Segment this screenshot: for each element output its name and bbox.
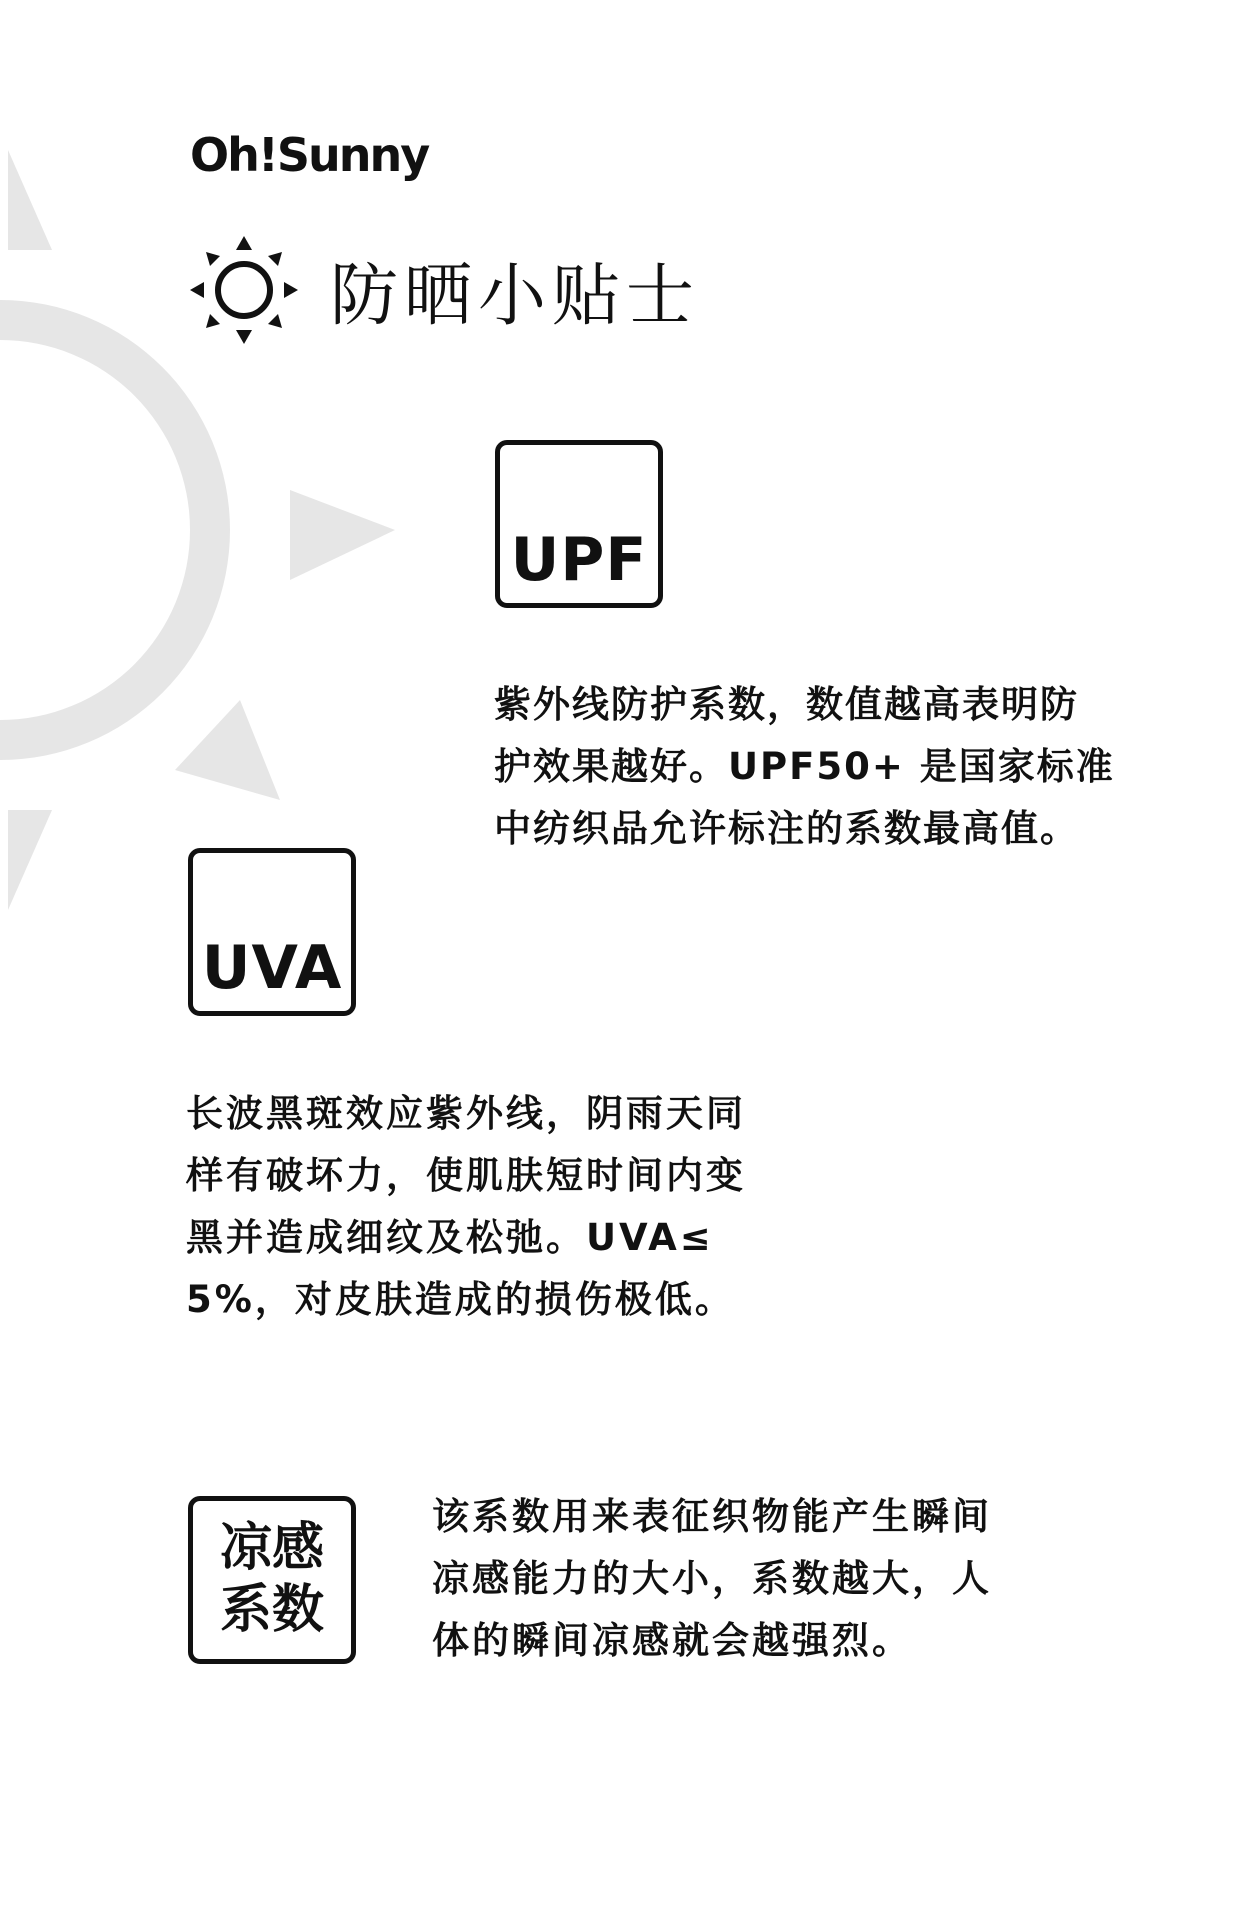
cooling-description <box>432 1486 1062 1672</box>
description-line: 紫外线防护系数，数值越高表明防 <box>494 683 1079 726</box>
description-line: 黑并造成细纹及松弛。UVA≤ <box>186 1216 714 1259</box>
cooling-badge-line: 凉感 <box>219 1518 324 1578</box>
upf-badge-label: UPF <box>510 525 648 595</box>
cooling-badge-line: 系数 <box>219 1580 324 1640</box>
description-line: 长波黑斑效应紫外线，阴雨天同 <box>186 1092 746 1135</box>
cooling-badge-label <box>193 1517 351 1641</box>
brand-logo: Oh!Sunny <box>190 128 429 182</box>
tips-header <box>188 230 700 350</box>
description-line: 5%，对皮肤造成的损伤极低。 <box>186 1278 735 1321</box>
description-line: 样有破坏力，使肌肤短时间内变 <box>186 1154 746 1197</box>
description-line: 中纺织品允许标注的系数最高值。 <box>494 807 1079 850</box>
uva-description <box>186 1083 811 1331</box>
sun-icon <box>188 234 300 346</box>
description-line: 护效果越好。UPF50+ 是国家标准 <box>494 745 1115 788</box>
cooling-coefficient-badge <box>188 1496 356 1664</box>
page-title: 防晒小贴士 <box>330 256 701 336</box>
description-line: 该系数用来表征织物能产生瞬间 <box>432 1495 992 1538</box>
description-line: 凉感能力的大小，系数越大，人 <box>432 1557 992 1600</box>
upf-description <box>494 674 1134 860</box>
uva-badge <box>188 848 356 1016</box>
upf-badge <box>495 440 663 608</box>
description-line: 体的瞬间凉感就会越强烈。 <box>432 1619 912 1662</box>
uva-badge-label: UVA <box>201 933 343 1003</box>
